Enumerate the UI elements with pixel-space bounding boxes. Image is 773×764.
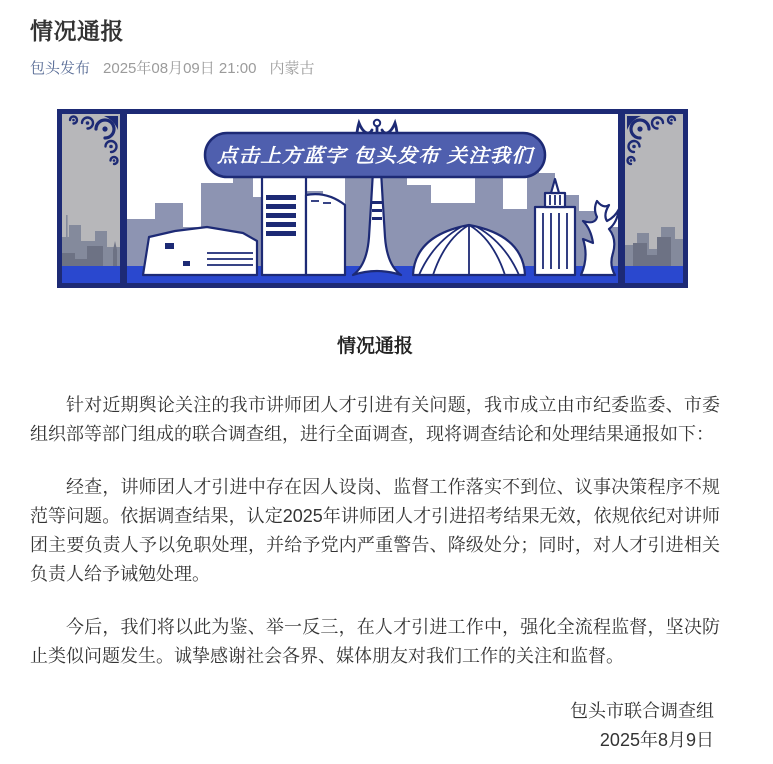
article-signature-block [30, 697, 720, 755]
article-body [30, 332, 720, 755]
banner-divider-left [120, 114, 127, 283]
publish-datetime: 2025年08月09日 21:00 [103, 59, 257, 77]
signature-org: 包头市联合调查组 [570, 700, 714, 721]
ribbon-banner [205, 133, 545, 177]
article-paragraph-1: 针对近期舆论关注的我市讲师团人才引进有关问题，我市成立由市纪委监委、市委组织部等部门组成的联合调查组，进行全面调查，现将调查结论和处理结果通报如下： [30, 394, 720, 444]
article-paragraph-2: 经查，讲师团人才引进中存在因人设岗、监督工作落实不到位、议事决策程序不规范等问题。依据调查结果，认定2025年讲师团人才引进招考结果无效，依规依纪对讲师团主要负责人予以免职处理，并给予党内严重警告、降级处分；同时，对人才引进相关负责人给予诫勉处理。 [30, 476, 720, 584]
article-heading: 情况通报 [336, 335, 413, 357]
banner-side-panel-left [62, 114, 120, 283]
banner-image[interactable] [57, 109, 688, 288]
banner-side-panel-right [625, 114, 683, 283]
publish-location: 内蒙古 [269, 59, 315, 77]
ribbon-text: 点击上方蓝字 包头发布 关注我们 [217, 145, 510, 167]
page-title: 情况通报 [30, 18, 124, 44]
article-meta [30, 59, 743, 79]
banner-divider-right [618, 114, 625, 283]
signature-date: 2025年8月9日 [599, 729, 714, 750]
article-paragraph-3: 今后，我们将以此为鉴、举一反三，在人才引进工作中，强化全流程监督，坚决防止类似问题发生。诚挚感谢社会各界、媒体朋友对我们工作的关注和监督。 [30, 616, 720, 666]
account-name-link[interactable]: 包头发布 [30, 59, 91, 77]
